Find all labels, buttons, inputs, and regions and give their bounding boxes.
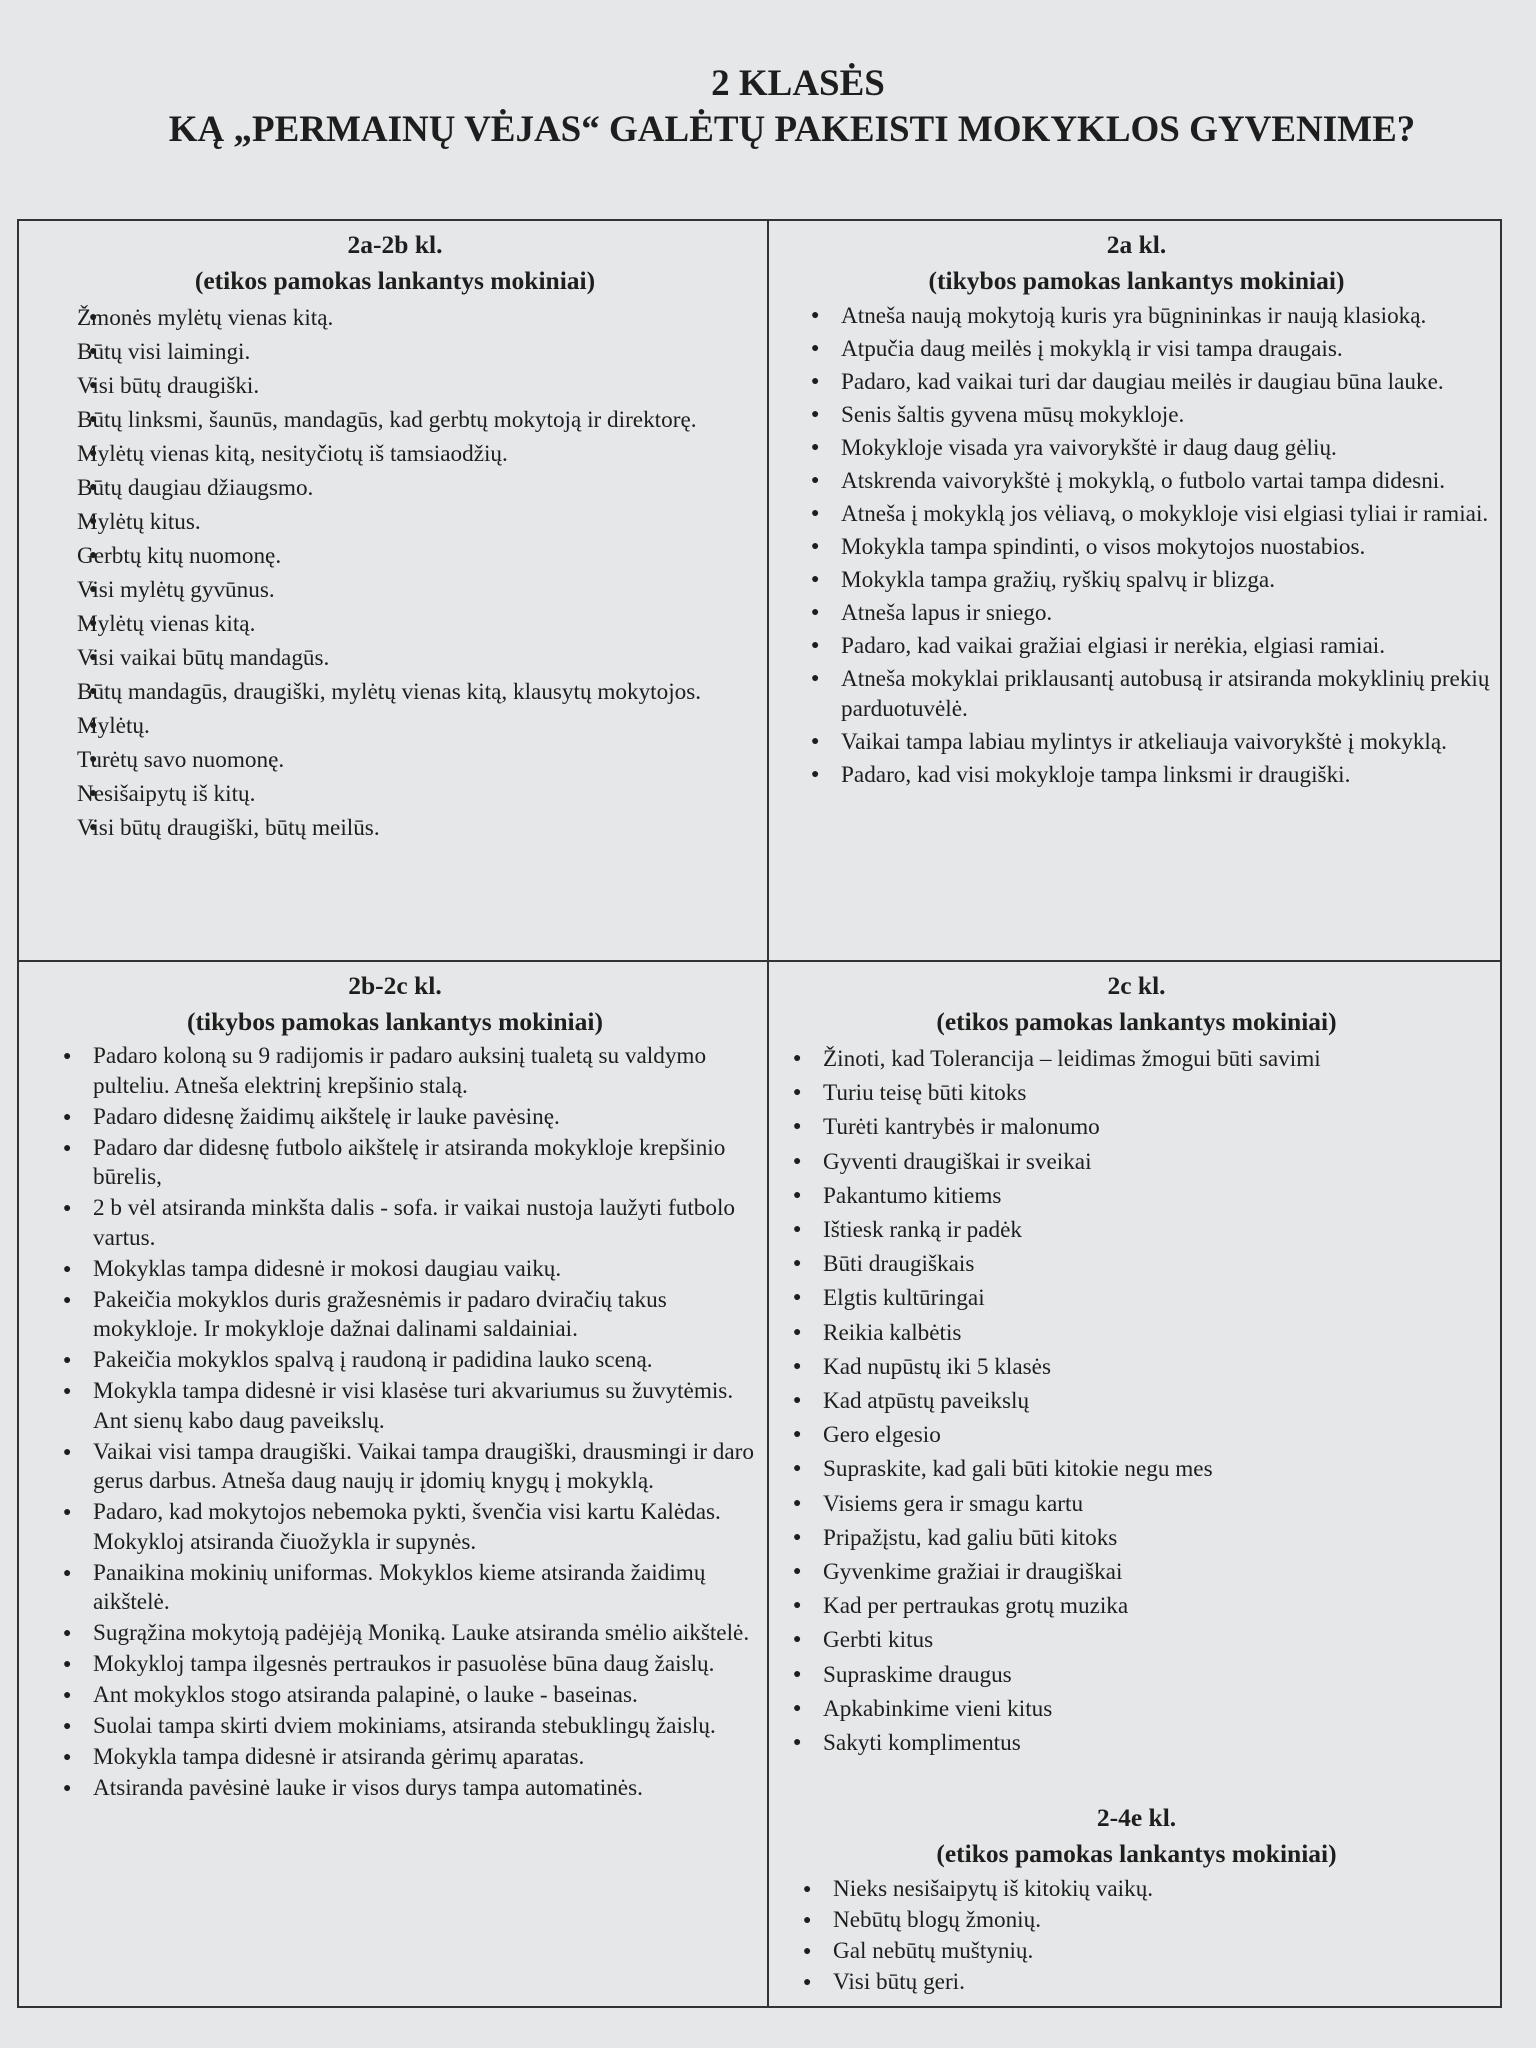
list-item: ● Sugrąžina mokytoją padėjėją Moniką. Lauke atsiranda smėlio aikštelė. <box>33 1619 757 1649</box>
list-item: ● Būti draugiškais <box>783 1247 1490 1281</box>
list-item: ● Visi vaikai būtų mandagūs. <box>33 641 757 675</box>
list-item: ● Atneša naują mokytoją kuris yra būgnininkas ir naują klasioką. <box>783 301 1490 332</box>
list-item: ● Turėtų savo nuomonę. <box>33 743 757 777</box>
cell-2b-2c <box>18 961 768 2007</box>
list-item: ● Atsiranda pavėsinė lauke ir visos durys tampa automatinės. <box>33 1774 757 1804</box>
class-label: 2a-2b kl. <box>347 230 443 259</box>
list-item: ● Padaro didesnę žaidimų aikštelę ir lauke pavėsinę. <box>33 1103 757 1133</box>
list-item: ● Senis šaltis gyvena mūsų mokykloje. <box>783 400 1490 431</box>
list-item: ● Mokykloje visada yra vaivorykštė ir daug daug gėlių. <box>783 433 1490 464</box>
list-item: ● 2 b vėl atsiranda minkšta dalis - sofa. ir vaikai nustoja laužyti futbolo vartus. <box>33 1194 757 1253</box>
list-item: ● Būtų daugiau džiaugsmo. <box>33 471 757 505</box>
cell-2a <box>768 220 1501 961</box>
list-item: ● Visi būtų draugiški, būtų meilūs. <box>33 811 757 845</box>
answer-list <box>33 1042 757 1804</box>
class-subtitle: (tikybos pamokas lankantys mokiniai) <box>187 1007 603 1036</box>
answer-list <box>783 301 1490 791</box>
answer-list <box>33 301 757 845</box>
list-item: ● Būtų linksmi, šaunūs, mandagūs, kad gerbtų mokytoją ir direktorę. <box>33 403 757 437</box>
list-item: ● Mylėtų. <box>33 709 757 743</box>
list-item: ● Mokykloj tampa ilgesnės pertraukos ir pasuolėse būna daug žaislų. <box>33 1650 757 1680</box>
list-item: ● Padaro, kad visi mokykloje tampa linksmi ir draugiški. <box>783 760 1490 791</box>
list-item: ● Apkabinkime vieni kitus <box>783 1692 1490 1726</box>
list-item: ● Gerbti kitus <box>783 1623 1490 1657</box>
list-item: ● Turėti kantrybės ir malonumo <box>783 1110 1490 1144</box>
list-item: ● Mokykla tampa spindinti, o visos mokytojos nuostabios. <box>783 532 1490 563</box>
list-item: ● Vaikai tampa labiau mylintys ir atkeliauja vaivorykštė į mokyklą. <box>783 727 1490 758</box>
list-item: ● Supraskime draugus <box>783 1658 1490 1692</box>
list-item: ● Nieks nesišaipytų iš kitokių vaikų. <box>783 1874 1490 1905</box>
list-item: ● Padaro, kad vaikai gražiai elgiasi ir nerėkia, elgiasi ramiai. <box>783 631 1490 662</box>
class-subtitle: (tikybos pamokas lankantys mokiniai) <box>928 266 1345 295</box>
list-item: ● Suolai tampa skirti dviem mokiniams, atsiranda stebuklingų žaislų. <box>33 1712 757 1742</box>
list-item: ● Pakantumo kitiems <box>783 1179 1490 1213</box>
cell-2a-2b <box>18 220 768 961</box>
answers-table <box>17 219 1502 2008</box>
page-title-class: 2 KLASĖS <box>711 63 885 104</box>
list-item: ● Turiu teisę būti kitoks <box>783 1076 1490 1110</box>
list-item: ● Kad nupūstų iki 5 klasės <box>783 1350 1490 1384</box>
class-label: 2b-2c kl. <box>348 971 442 1000</box>
list-item: ● Gyvenkime gražiai ir draugiškai <box>783 1555 1490 1589</box>
list-item: ● Mylėtų kitus. <box>33 505 757 539</box>
list-item: ● Visi būtų geri. <box>783 1967 1490 1998</box>
list-item: ● Padaro, kad vaikai turi dar daugiau meilės ir daugiau būna lauke. <box>783 367 1490 398</box>
sub-class-label: 2-4e kl. <box>1096 1803 1177 1833</box>
list-item: ● Ant mokyklos stogo atsiranda palapinė, o lauke - baseinas. <box>33 1681 757 1711</box>
list-item: ● Pakeičia mokyklos spalvą į raudoną ir padidina lauko sceną. <box>33 1346 757 1376</box>
list-item: ● Padaro, kad mokytojos nebemoka pykti, švenčia visi kartu Kalėdas. Mokykloj atsiranda čiuožykla ir supynės. <box>33 1498 757 1557</box>
list-item: ● Visi mylėtų gyvūnus. <box>33 573 757 607</box>
list-item: ● Elgtis kultūringai <box>783 1281 1490 1315</box>
list-item: ● Atneša į mokyklą jos vėliavą, o mokykloje visi elgiasi tyliai ir ramiai. <box>783 499 1490 530</box>
list-item: ● Žinoti, kad Tolerancija – leidimas žmogui būti savimi <box>783 1042 1490 1076</box>
list-item: ● Mylėtų vienas kitą. <box>33 607 757 641</box>
list-item: ● Atskrenda vaivorykštė į mokyklą, o futbolo vartai tampa didesni. <box>783 466 1490 497</box>
list-item: ● Gal nebūtų muštynių. <box>783 1936 1490 1967</box>
list-item: ● Mylėtų vienas kitą, nesityčiotų iš tamsiaodžių. <box>33 437 757 471</box>
list-item: ● Sakyti komplimentus <box>783 1726 1490 1760</box>
list-item: ● Gero elgesio <box>783 1418 1490 1452</box>
list-item: ● Žmonės mylėtų vienas kitą. <box>33 301 757 335</box>
list-item: ● Nesišaipytų iš kitų. <box>33 777 757 811</box>
list-item: ● Atneša mokyklai priklausantį autobusą ir atsiranda mokyklinių prekių parduotuvėlė. <box>783 664 1490 725</box>
class-subtitle: (etikos pamokas lankantys mokiniai) <box>194 266 596 295</box>
list-item: ● Nebūtų blogų žmonių. <box>783 1905 1490 1936</box>
sub-class-subtitle: (etikos pamokas lankantys mokiniai) <box>936 1839 1337 1869</box>
list-item: ● Būtų mandagūs, draugiški, mylėtų vienas kitą, klausytų mokytojos. <box>33 675 757 709</box>
list-item: ● Kad atpūstų paveikslų <box>783 1384 1490 1418</box>
sub-answer-list <box>783 1874 1490 1998</box>
list-item: ● Visiems gera ir smagu kartu <box>783 1487 1490 1521</box>
page-title-question: KĄ „PERMAINŲ VĖJAS“ GALĖTŲ PAKEISTI MOKYKLOS GYVENIME? <box>168 109 1416 150</box>
list-item: ● Mokykla tampa didesnė ir atsiranda gėrimų aparatas. <box>33 1743 757 1773</box>
class-label: 2a kl. <box>1106 230 1167 259</box>
class-subtitle: (etikos pamokas lankantys mokiniai) <box>936 1007 1337 1036</box>
list-item: ● Būtų visi laimingi. <box>33 335 757 369</box>
list-item: ● Supraskite, kad gali būti kitokie negu mes <box>783 1452 1490 1486</box>
class-label: 2c kl. <box>1107 971 1166 1000</box>
list-item: ● Padaro dar didesnę futbolo aikštelę ir atsiranda mokykloje krepšinio būrelis, <box>33 1134 757 1193</box>
list-item: ● Padaro koloną su 9 radijomis ir padaro auksinį tualetą su valdymo pulteliu. Atneša elektrinį krepšinio stalą. <box>33 1042 757 1101</box>
list-item: ● Vaikai visi tampa draugiški. Vaikai tampa draugiški, drausmingi ir daro gerus darbus. Atneša daug naujų ir įdomių knygų į mokyklą. <box>33 1438 757 1497</box>
list-item: ● Reikia kalbėtis <box>783 1316 1490 1350</box>
list-item: ● Mokykla tampa gražių, ryškių spalvų ir blizga. <box>783 565 1490 596</box>
answer-list <box>783 1042 1490 1760</box>
list-item: ● Mokykla tampa didesnė ir visi klasėse turi akvariumus su žuvytėmis. Ant sienų kabo daug paveikslų. <box>33 1377 757 1436</box>
list-item: ● Visi būtų draugiški. <box>33 369 757 403</box>
cell-2c <box>768 961 1501 2007</box>
list-item: ● Gerbtų kitų nuomonę. <box>33 539 757 573</box>
list-item: ● Mokyklas tampa didesnė ir mokosi daugiau vaikų. <box>33 1255 757 1285</box>
list-item: ● Pripažįstu, kad galiu būti kitoks <box>783 1521 1490 1555</box>
list-item: ● Ištiesk ranką ir padėk <box>783 1213 1490 1247</box>
list-item: ● Atneša lapus ir sniego. <box>783 598 1490 629</box>
list-item: ● Kad per pertraukas grotų muzika <box>783 1589 1490 1623</box>
list-item: ● Atpučia daug meilės į mokyklą ir visi tampa draugais. <box>783 334 1490 365</box>
list-item: ● Pakeičia mokyklos duris gražesnėmis ir padaro dviračių takus mokykloje. Ir mokykloje dažnai dalinami saldainiai. <box>33 1286 757 1345</box>
list-item: ● Gyventi draugiškai ir sveikai <box>783 1145 1490 1179</box>
list-item: ● Panaikina mokinių uniformas. Mokyklos kieme atsiranda žaidimų aikštelė. <box>33 1559 757 1618</box>
